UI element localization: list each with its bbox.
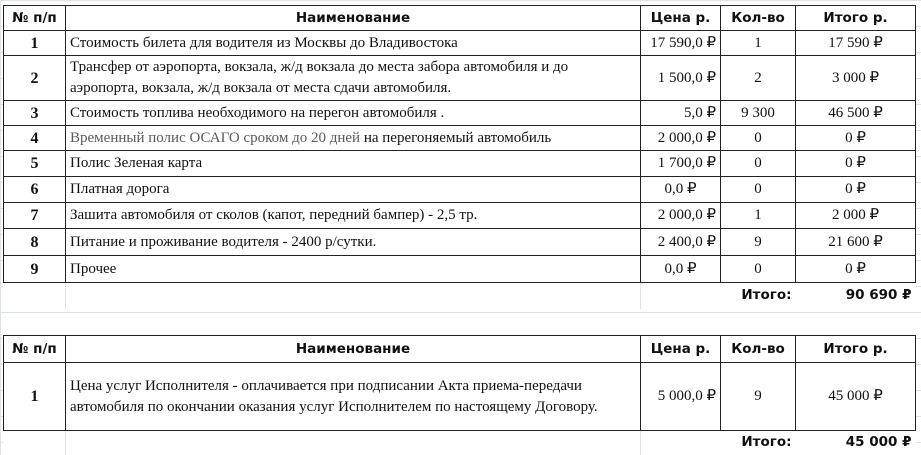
- row-total: 45 000 ₽: [796, 363, 916, 431]
- row-total: 0 ₽: [796, 151, 916, 177]
- table-row: [4, 31, 916, 56]
- row-num: 1: [4, 363, 66, 431]
- row-num: 1: [4, 31, 66, 56]
- row-qty: 9: [721, 229, 796, 256]
- row-name: Зашита автомобиля от сколов (капот, передний бампер) - 2,5 тр.: [66, 203, 641, 229]
- row-name: Платная дорога: [66, 177, 641, 203]
- header-qty: Кол-во: [721, 336, 796, 363]
- empty-cell: [641, 283, 721, 309]
- table-row: [4, 56, 916, 101]
- row-name: Прочее: [66, 256, 641, 283]
- empty-cell: [4, 283, 66, 309]
- cost-table: [3, 5, 916, 309]
- table-row: [4, 229, 916, 256]
- row-price: 2 400,0 ₽: [641, 229, 721, 256]
- row-qty: 9 300: [721, 101, 796, 126]
- total-value: 90 690 ₽: [845, 287, 912, 304]
- row-total: 17 590 ₽: [796, 31, 916, 56]
- row-qty: 2: [721, 56, 796, 101]
- total-row: [4, 283, 916, 309]
- row-price: 17 590,0 ₽: [641, 31, 721, 56]
- table-row: [4, 363, 916, 431]
- row-total: 0 ₽: [796, 256, 916, 283]
- total-label: Итого:: [741, 434, 792, 451]
- empty-cell: [4, 431, 66, 455]
- row-num: 8: [4, 229, 66, 256]
- row-name: Трансфер от аэропорта, вокзала, ж/д вокзала до места забора автомобиля и до аэропорта, вокзала, ж/д вокзала от места сдачи автомобиля.: [66, 56, 641, 101]
- row-qty: 9: [721, 363, 796, 431]
- row-qty: 0: [721, 177, 796, 203]
- services-table: [3, 335, 916, 455]
- empty-cell: [66, 431, 641, 455]
- row-price: 1 500,0 ₽: [641, 56, 721, 101]
- row-total: 3 000 ₽: [796, 56, 916, 101]
- row-price: 5,0 ₽: [641, 101, 721, 126]
- empty-cell: [641, 431, 721, 455]
- row-num: 3: [4, 101, 66, 126]
- row-qty: 1: [721, 203, 796, 229]
- table-row: [4, 177, 916, 203]
- header-row: [4, 6, 916, 31]
- header-qty: Кол-во: [721, 6, 796, 31]
- total-label: Итого:: [741, 287, 792, 304]
- row-total: 46 500 ₽: [796, 101, 916, 126]
- header-name: Наименование: [66, 336, 641, 363]
- row-name: Полис Зеленая карта: [66, 151, 641, 177]
- row-num: 5: [4, 151, 66, 177]
- header-total: Итого р.: [796, 6, 916, 31]
- row-qty: 0: [721, 256, 796, 283]
- row-price: 5 000,0 ₽: [641, 363, 721, 431]
- row-qty: 0: [721, 151, 796, 177]
- row-price: 0,0 ₽: [641, 177, 721, 203]
- row-name: Питание и проживание водителя - 2400 р/сутки.: [66, 229, 641, 256]
- header-price: Цена р.: [641, 336, 721, 363]
- table-row: [4, 151, 916, 177]
- row-name: [66, 126, 641, 151]
- table-row: [4, 203, 916, 229]
- row-name-part: Временный полис ОСАГО сроком до 20 дней: [70, 129, 361, 146]
- row-num: 4: [4, 126, 66, 151]
- row-name: Стоимость билета для водителя из Москвы до Владивостока: [66, 31, 641, 56]
- row-num: 9: [4, 256, 66, 283]
- row-total: 0 ₽: [796, 126, 916, 151]
- row-total: 21 600 ₽: [796, 229, 916, 256]
- row-total: 2 000 ₽: [796, 203, 916, 229]
- empty-cell: [66, 283, 641, 309]
- table-row: [4, 101, 916, 126]
- row-name-part: на перегоняемый автомобиль: [360, 129, 552, 146]
- total-row: [4, 431, 916, 455]
- row-price: 2 000,0 ₽: [641, 126, 721, 151]
- row-qty: 1: [721, 31, 796, 56]
- header-total: Итого р.: [796, 336, 916, 363]
- row-name: Стоимость топлива необходимого на перегон автомобиля .: [66, 101, 641, 126]
- header-row: [4, 336, 916, 363]
- total-value: 45 000 ₽: [845, 434, 912, 451]
- header-num: № п/п: [4, 6, 66, 31]
- table-row: [4, 256, 916, 283]
- header-price: Цена р.: [641, 6, 721, 31]
- row-price: 0,0 ₽: [641, 256, 721, 283]
- row-num: 2: [4, 56, 66, 101]
- row-qty: 0: [721, 126, 796, 151]
- row-num: 7: [4, 203, 66, 229]
- row-name: Цена услуг Исполнителя - оплачивается при подписании Акта приема-передачи автомобиля по окончании оказания услуг Исполнителем по настоящему Договору.: [66, 363, 641, 431]
- row-price: 2 000,0 ₽: [641, 203, 721, 229]
- table-row: [4, 126, 916, 151]
- row-num: 6: [4, 177, 66, 203]
- row-price: 1 700,0 ₽: [641, 151, 721, 177]
- header-num: № п/п: [4, 336, 66, 363]
- header-name: Наименование: [66, 6, 641, 31]
- row-total: 0 ₽: [796, 177, 916, 203]
